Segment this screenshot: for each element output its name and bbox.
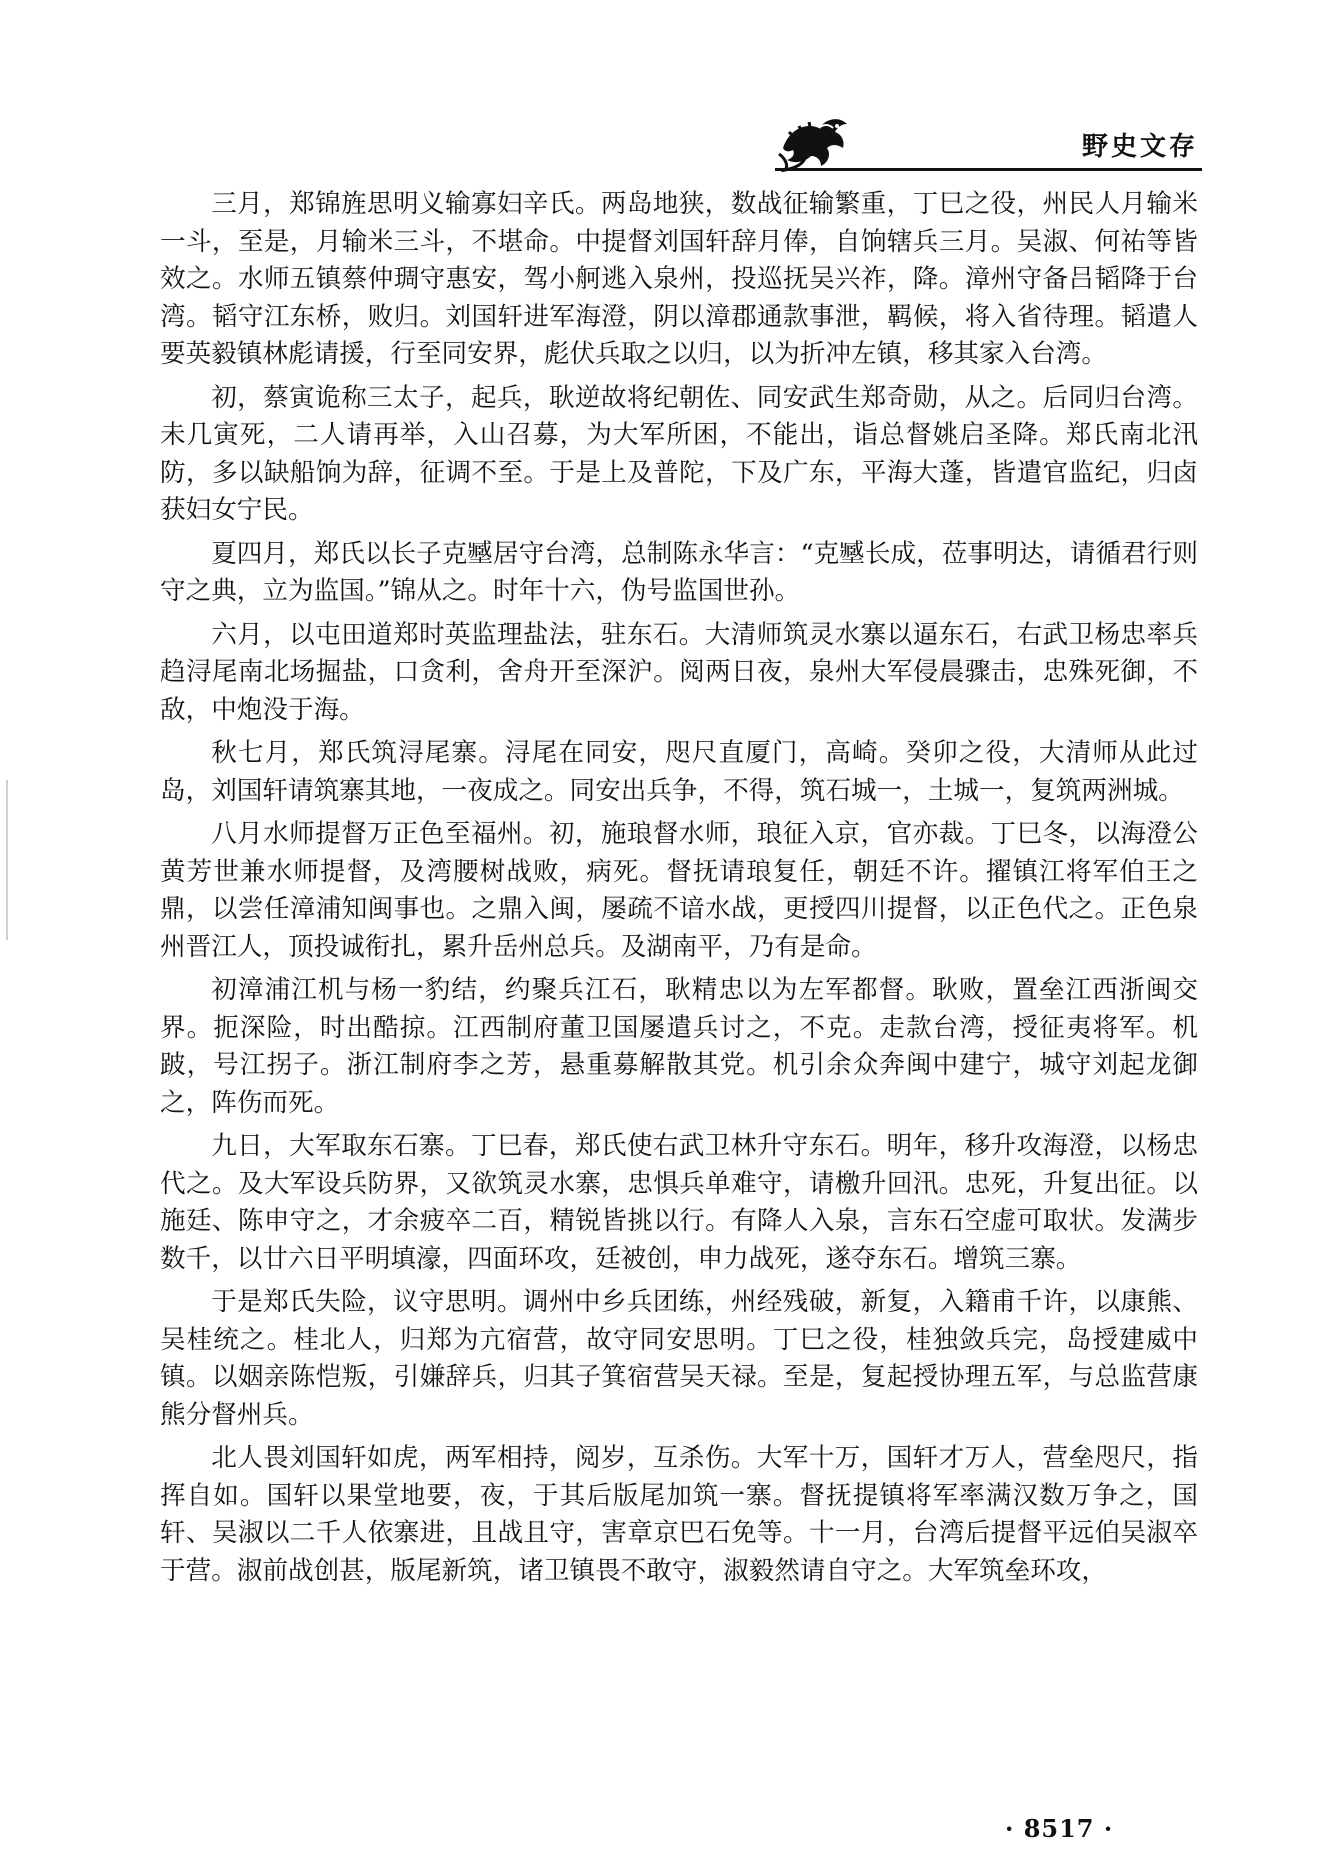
paragraph: 初，蔡寅诡称三太子，起兵，耿逆故将纪朝佐、同安武生郑奇勋，从之。后同归台湾。未几寅死，二人请再举，入山召募，为大军所困，不能出，诣总督姚启圣降。郑氏南北汛防，多以缺船饷为辞，征调不至。于是上及普陀，下及广东，平海大蓬，皆遣官监纪，归卤获妇女宁民。: [160, 382, 1198, 525]
body-text: [160, 186, 1198, 1596]
paragraph: 秋七月，郑氏筑浔尾寨。浔尾在同安，咫尺直厦门，高崎。癸卯之役，大清师从此过岛，刘国轩请筑寨其地，一夜成之。同安出兵争，不得，筑石城一，土城一，复筑两洲城。: [160, 738, 1198, 806]
paragraph: 九日，大军取东石寨。丁巳春，郑氏使右武卫林升守东石。明年，移升攻海澄，以杨忠代之。及大军设兵防界，又欲筑灵水寨，忠惧兵单难守，请檄升回汛。忠死，升复出征。以施廷、陈申守之，才余疲卒二百，精锐皆挑以行。有降人入泉，言东石空虚可取状。发满步数千，以廿六日平明填濠，四面环攻，廷被创，申力战死，遂夺东石。增筑三寨。: [160, 1131, 1198, 1274]
paragraph: 夏四月，郑氏以长子克𡒉居守台湾，总制陈永华言：“克𡒉长成，莅事明达，请循君行则守之典，立为监国。”锦从之。时年十六，伪号监国世孙。: [160, 538, 1198, 606]
page-number: · 8517 ·: [1005, 1814, 1114, 1843]
paragraph: 八月水师提督万正色至福州。初，施琅督水师，琅征入京，官亦裁。丁巳冬，以海澄公黄芳世兼水师提督，及湾腰树战败，病死。督抚请琅复任，朝廷不许。擢镇江将军伯王之鼎，以尝任漳浦知闽事也。之鼎入闽，屡疏不谙水战，更授四川提督，以正色代之。正色泉州晋江人，顶投诚衔扎，累升岳州总兵。及湖南平，乃有是命。: [160, 819, 1198, 962]
page-header: [0, 0, 1322, 170]
paragraph: 北人畏刘国轩如虎，两军相持，阅岁，互杀伤。大军十万，国轩才万人，营垒咫尺，指挥自如。国轩以果堂地要，夜，于其后版尾加筑一寨。督抚提镇将军率满汉数万争之，国轩、吴淑以二千人依寨进，且战且守，害章京巴石免等。十一月，台湾后提督平远伯吴淑卒于营。淑前战创甚，版尾新筑，诸卫镇畏不敢守，淑毅然请自守之。大军筑垒环攻，: [160, 1443, 1198, 1586]
paragraph: 初漳浦江机与杨一豹结，约聚兵江石，耿精忠以为左军都督。耿败，置垒江西浙闽交界。扼深险，时出酷掠。江西制府董卫国屡遣兵讨之，不克。走款台湾，授征夷将军。机跛，号江拐子。浙江制府李之芳，悬重募解散其党。机引余众奔闽中建宁，城守刘起龙御之，阵伤而死。: [160, 975, 1198, 1118]
binding-margin-mark: [6, 780, 8, 940]
dragon-logo-icon: [775, 108, 855, 172]
book-title: 野史文存: [1081, 132, 1198, 162]
header-rule: [775, 168, 1202, 171]
paragraph: 六月，以屯田道郑时英监理盐法，驻东石。大清师筑灵水寨以逼东石，右武卫杨忠率兵趋浔尾南北场掘盐，口贪利，舍舟开至深沪。阅两日夜，泉州大军侵晨骤击，忠殊死御，不敌，中炮没于海。: [160, 619, 1198, 725]
paragraph: 于是郑氏失险，议守思明。调州中乡兵团练，州经残破，新复，入籍甫千许，以康熊、吴桂统之。桂北人，归郑为亢宿营，故守同安思明。丁巳之役，桂独敛兵完，岛授建威中镇。以姻亲陈恺叛，引嫌辞兵，归其子箕宿营吴天禄。至是，复起授协理五军，与总监营康熊分督州兵。: [160, 1287, 1198, 1430]
paragraph: 三月，郑锦旌思明义输寡妇辛氏。两岛地狭，数战征输繁重，丁巳之役，州民人月输米一斗，至是，月输米三斗，不堪命。中提督刘国轩辞月俸，自饷辖兵三月。吴淑、何祐等皆效之。水师五镇蔡仲琱守惠安，驾小舸逃入泉州，投巡抚吴兴祚，降。漳州守备吕韬降于台湾。韬守江东桥，败归。刘国轩进军海澄，阴以漳郡通款事泄，羁候，将入省待理。韬遣人要英毅镇林彪请援，行至同安界，彪伏兵取之以归，以为折冲左镇，移其家入台湾。: [160, 189, 1198, 369]
